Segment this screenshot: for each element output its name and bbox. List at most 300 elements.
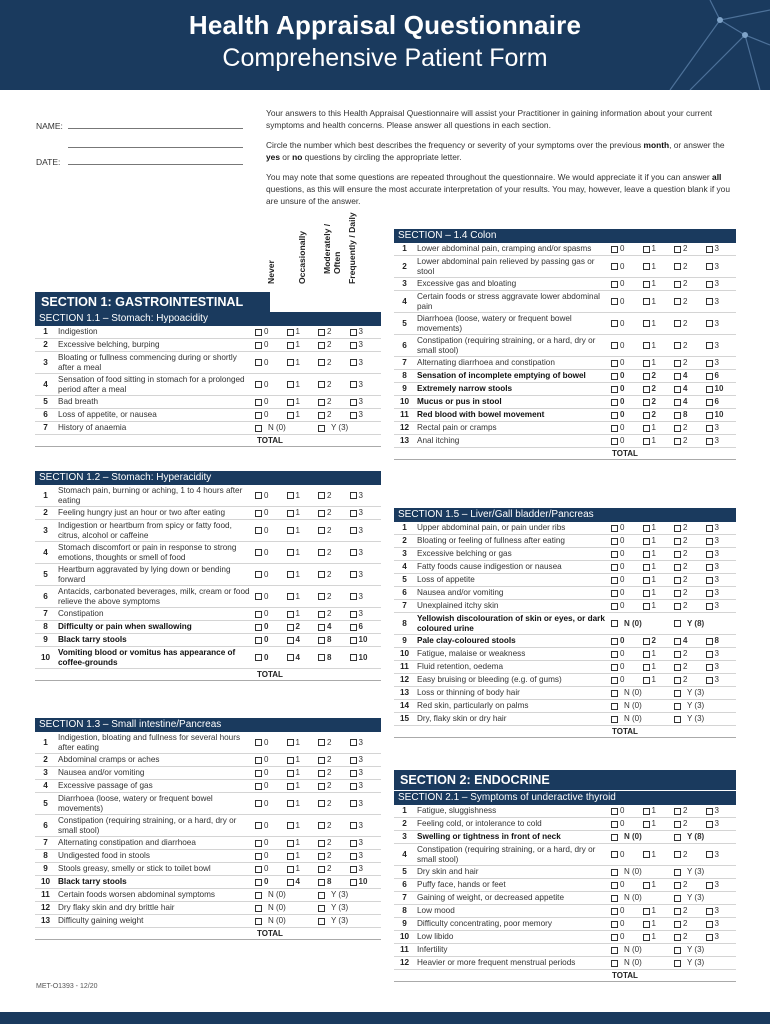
answer-option[interactable] [611,423,643,433]
answer-option[interactable] [287,592,319,602]
checkbox-icon[interactable] [318,654,325,661]
checkbox-icon[interactable] [706,246,713,253]
checkbox-icon[interactable] [611,960,618,967]
answer-option[interactable] [674,562,706,572]
checkbox-icon[interactable] [706,538,713,545]
answer-option[interactable] [706,371,738,381]
answer-option[interactable] [674,649,706,659]
checkbox-icon[interactable] [287,571,294,578]
checkbox-icon[interactable] [643,281,650,288]
checkbox-icon[interactable] [674,895,681,902]
checkbox-icon[interactable] [318,611,325,618]
answer-option[interactable] [350,491,382,501]
answer-option[interactable] [318,397,350,407]
checkbox-icon[interactable] [318,866,325,873]
answer-option[interactable] [255,635,287,645]
answer-option[interactable] [674,601,706,611]
checkbox-icon[interactable] [611,620,618,627]
answer-option[interactable] [318,851,350,861]
answer-option[interactable] [611,806,643,816]
answer-option[interactable] [611,319,643,329]
answer-option[interactable] [318,864,350,874]
checkbox-icon[interactable] [643,882,650,889]
checkbox-icon[interactable] [674,869,681,876]
checkbox-icon[interactable] [318,492,325,499]
checkbox-icon[interactable] [318,571,325,578]
answer-option[interactable] [287,851,319,861]
answer-option[interactable] [674,319,706,329]
answer-no[interactable] [611,945,674,955]
checkbox-icon[interactable] [643,564,650,571]
answer-option[interactable] [255,851,287,861]
answer-option[interactable] [643,436,675,446]
checkbox-icon[interactable] [350,412,357,419]
answer-option[interactable] [706,319,738,329]
checkbox-icon[interactable] [611,298,618,305]
checkbox-icon[interactable] [611,677,618,684]
checkbox-icon[interactable] [674,538,681,545]
checkbox-icon[interactable] [706,342,713,349]
checkbox-icon[interactable] [350,840,357,847]
checkbox-icon[interactable] [287,399,294,406]
answer-option[interactable] [287,821,319,831]
answer-option[interactable] [643,906,675,916]
checkbox-icon[interactable] [255,412,262,419]
checkbox-icon[interactable] [674,960,681,967]
answer-option[interactable] [643,397,675,407]
checkbox-icon[interactable] [643,590,650,597]
checkbox-icon[interactable] [706,399,713,406]
checkbox-icon[interactable] [255,571,262,578]
checkbox-icon[interactable] [255,381,262,388]
checkbox-icon[interactable] [643,821,650,828]
answer-option[interactable] [706,562,738,572]
checkbox-icon[interactable] [706,664,713,671]
checkbox-icon[interactable] [318,783,325,790]
answer-option[interactable] [318,410,350,420]
total-row[interactable] [35,435,381,447]
date-field[interactable] [68,155,243,165]
answer-option[interactable] [318,838,350,848]
answer-option[interactable] [674,371,706,381]
checkbox-icon[interactable] [674,551,681,558]
answer-option[interactable] [706,358,738,368]
checkbox-icon[interactable] [350,866,357,873]
checkbox-icon[interactable] [611,703,618,710]
answer-option[interactable] [287,410,319,420]
checkbox-icon[interactable] [350,770,357,777]
checkbox-icon[interactable] [643,908,650,915]
checkbox-icon[interactable] [643,263,650,270]
checkbox-icon[interactable] [643,808,650,815]
answer-option[interactable] [611,932,643,942]
answer-option[interactable] [706,880,738,890]
answer-option[interactable] [706,244,738,254]
answer-option[interactable] [318,508,350,518]
answer-option[interactable] [674,279,706,289]
checkbox-icon[interactable] [611,360,618,367]
checkbox-icon[interactable] [318,359,325,366]
answer-option[interactable] [611,244,643,254]
answer-yes[interactable] [674,832,737,842]
checkbox-icon[interactable] [350,853,357,860]
checkbox-icon[interactable] [350,757,357,764]
answer-option[interactable] [287,508,319,518]
answer-option[interactable] [611,649,643,659]
answer-option[interactable] [287,768,319,778]
checkbox-icon[interactable] [674,808,681,815]
answer-option[interactable] [643,423,675,433]
checkbox-icon[interactable] [706,638,713,645]
checkbox-icon[interactable] [287,492,294,499]
checkbox-icon[interactable] [611,908,618,915]
answer-option[interactable] [706,384,738,394]
answer-option[interactable] [643,662,675,672]
checkbox-icon[interactable] [674,603,681,610]
checkbox-icon[interactable] [643,551,650,558]
checkbox-icon[interactable] [287,593,294,600]
checkbox-icon[interactable] [318,840,325,847]
answer-option[interactable] [611,297,643,307]
answer-option[interactable] [643,523,675,533]
checkbox-icon[interactable] [287,342,294,349]
checkbox-icon[interactable] [255,822,262,829]
checkbox-icon[interactable] [287,510,294,517]
checkbox-icon[interactable] [611,834,618,841]
checkbox-icon[interactable] [350,510,357,517]
checkbox-icon[interactable] [706,651,713,658]
checkbox-icon[interactable] [674,412,681,419]
answer-option[interactable] [255,653,287,663]
answer-option[interactable] [287,864,319,874]
answer-option[interactable] [611,919,643,929]
checkbox-icon[interactable] [706,386,713,393]
checkbox-icon[interactable] [255,359,262,366]
answer-option[interactable] [350,609,382,619]
answer-option[interactable] [287,548,319,558]
answer-option[interactable] [674,423,706,433]
answer-option[interactable] [255,738,287,748]
checkbox-icon[interactable] [255,611,262,618]
answer-option[interactable] [611,397,643,407]
checkbox-icon[interactable] [674,386,681,393]
checkbox-icon[interactable] [674,425,681,432]
checkbox-icon[interactable] [350,822,357,829]
answer-option[interactable] [611,341,643,351]
answer-option[interactable] [611,549,643,559]
answer-option[interactable] [706,410,738,420]
answer-option[interactable] [674,244,706,254]
answer-option[interactable] [643,536,675,546]
answer-option[interactable] [611,523,643,533]
checkbox-icon[interactable] [706,677,713,684]
answer-option[interactable] [643,244,675,254]
checkbox-icon[interactable] [287,840,294,847]
answer-option[interactable] [350,851,382,861]
answer-option[interactable] [674,436,706,446]
checkbox-icon[interactable] [350,611,357,618]
answer-option[interactable] [350,508,382,518]
answer-option[interactable] [674,806,706,816]
checkbox-icon[interactable] [706,298,713,305]
checkbox-icon[interactable] [674,373,681,380]
checkbox-icon[interactable] [611,342,618,349]
answer-no[interactable] [255,890,318,900]
answer-option[interactable] [643,675,675,685]
checkbox-icon[interactable] [643,577,650,584]
answer-option[interactable] [611,384,643,394]
checkbox-icon[interactable] [674,564,681,571]
checkbox-icon[interactable] [255,783,262,790]
checkbox-icon[interactable] [706,425,713,432]
answer-no[interactable] [611,893,674,903]
answer-option[interactable] [287,622,319,632]
checkbox-icon[interactable] [255,399,262,406]
checkbox-icon[interactable] [706,320,713,327]
answer-no[interactable] [255,903,318,913]
answer-option[interactable] [255,877,287,887]
answer-option[interactable] [255,410,287,420]
checkbox-icon[interactable] [643,246,650,253]
checkbox-icon[interactable] [287,800,294,807]
answer-option[interactable] [287,491,319,501]
checkbox-icon[interactable] [350,879,357,886]
checkbox-icon[interactable] [318,770,325,777]
answer-option[interactable] [674,819,706,829]
checkbox-icon[interactable] [611,603,618,610]
checkbox-icon[interactable] [255,840,262,847]
checkbox-icon[interactable] [350,654,357,661]
checkbox-icon[interactable] [255,853,262,860]
answer-no[interactable] [611,688,674,698]
checkbox-icon[interactable] [643,525,650,532]
checkbox-icon[interactable] [706,281,713,288]
answer-option[interactable] [287,781,319,791]
checkbox-icon[interactable] [318,549,325,556]
answer-option[interactable] [318,821,350,831]
checkbox-icon[interactable] [674,525,681,532]
answer-no[interactable] [611,832,674,842]
checkbox-icon[interactable] [350,527,357,534]
answer-option[interactable] [706,806,738,816]
answer-option[interactable] [287,526,319,536]
checkbox-icon[interactable] [255,510,262,517]
checkbox-icon[interactable] [287,624,294,631]
answer-option[interactable] [643,410,675,420]
answer-option[interactable] [706,662,738,672]
answer-yes[interactable] [674,893,737,903]
checkbox-icon[interactable] [318,739,325,746]
checkbox-icon[interactable] [674,360,681,367]
answer-yes[interactable] [318,423,381,433]
checkbox-icon[interactable] [350,800,357,807]
answer-option[interactable] [643,384,675,394]
answer-option[interactable] [287,635,319,645]
checkbox-icon[interactable] [643,425,650,432]
checkbox-icon[interactable] [287,853,294,860]
answer-option[interactable] [643,588,675,598]
name-field[interactable] [68,119,243,129]
answer-option[interactable] [706,341,738,351]
checkbox-icon[interactable] [611,664,618,671]
answer-no[interactable] [255,916,318,926]
answer-option[interactable] [350,635,382,645]
answer-option[interactable] [674,262,706,272]
checkbox-icon[interactable] [287,359,294,366]
checkbox-icon[interactable] [287,757,294,764]
answer-option[interactable] [674,919,706,929]
answer-option[interactable] [611,588,643,598]
answer-option[interactable] [255,799,287,809]
checkbox-icon[interactable] [255,739,262,746]
answer-option[interactable] [255,508,287,518]
checkbox-icon[interactable] [287,412,294,419]
total-row[interactable] [394,448,736,460]
answer-option[interactable] [611,562,643,572]
answer-option[interactable] [255,838,287,848]
checkbox-icon[interactable] [643,934,650,941]
answer-option[interactable] [287,570,319,580]
answer-option[interactable] [706,588,738,598]
checkbox-icon[interactable] [611,577,618,584]
checkbox-icon[interactable] [350,637,357,644]
checkbox-icon[interactable] [318,399,325,406]
checkbox-icon[interactable] [255,800,262,807]
checkbox-icon[interactable] [318,879,325,886]
answer-option[interactable] [611,410,643,420]
checkbox-icon[interactable] [611,373,618,380]
checkbox-icon[interactable] [643,412,650,419]
checkbox-icon[interactable] [706,412,713,419]
answer-option[interactable] [674,575,706,585]
answer-no[interactable] [611,714,674,724]
answer-option[interactable] [674,662,706,672]
checkbox-icon[interactable] [643,342,650,349]
checkbox-icon[interactable] [350,399,357,406]
checkbox-icon[interactable] [318,757,325,764]
checkbox-icon[interactable] [674,246,681,253]
answer-option[interactable] [706,262,738,272]
answer-option[interactable] [350,755,382,765]
answer-option[interactable] [674,536,706,546]
answer-option[interactable] [611,601,643,611]
checkbox-icon[interactable] [287,637,294,644]
checkbox-icon[interactable] [706,851,713,858]
checkbox-icon[interactable] [611,525,618,532]
answer-option[interactable] [318,592,350,602]
answer-option[interactable] [350,570,382,580]
checkbox-icon[interactable] [318,822,325,829]
answer-option[interactable] [643,880,675,890]
answer-option[interactable] [674,297,706,307]
answer-option[interactable] [643,319,675,329]
answer-option[interactable] [706,601,738,611]
answer-option[interactable] [255,570,287,580]
checkbox-icon[interactable] [611,821,618,828]
checkbox-icon[interactable] [643,386,650,393]
checkbox-icon[interactable] [611,638,618,645]
checkbox-icon[interactable] [643,851,650,858]
checkbox-icon[interactable] [287,866,294,873]
checkbox-icon[interactable] [643,298,650,305]
answer-option[interactable] [255,397,287,407]
checkbox-icon[interactable] [674,851,681,858]
checkbox-icon[interactable] [706,577,713,584]
answer-option[interactable] [255,380,287,390]
answer-option[interactable] [350,768,382,778]
answer-yes[interactable] [318,903,381,913]
checkbox-icon[interactable] [674,716,681,723]
answer-option[interactable] [318,755,350,765]
answer-option[interactable] [350,864,382,874]
checkbox-icon[interactable] [255,757,262,764]
checkbox-icon[interactable] [643,438,650,445]
checkbox-icon[interactable] [643,320,650,327]
answer-option[interactable] [350,799,382,809]
checkbox-icon[interactable] [350,593,357,600]
checkbox-icon[interactable] [674,263,681,270]
answer-option[interactable] [350,592,382,602]
answer-option[interactable] [706,636,738,646]
checkbox-icon[interactable] [318,637,325,644]
answer-option[interactable] [611,880,643,890]
answer-option[interactable] [255,491,287,501]
checkbox-icon[interactable] [611,590,618,597]
checkbox-icon[interactable] [611,320,618,327]
answer-yes[interactable] [318,916,381,926]
checkbox-icon[interactable] [318,905,325,912]
answer-option[interactable] [318,653,350,663]
checkbox-icon[interactable] [674,664,681,671]
checkbox-icon[interactable] [674,947,681,954]
checkbox-icon[interactable] [287,381,294,388]
answer-option[interactable] [674,358,706,368]
answer-yes[interactable] [674,701,737,711]
answer-no[interactable] [255,423,318,433]
checkbox-icon[interactable] [255,918,262,925]
answer-yes[interactable] [674,688,737,698]
checkbox-icon[interactable] [674,590,681,597]
answer-option[interactable] [643,297,675,307]
answer-option[interactable] [350,838,382,848]
answer-option[interactable] [318,548,350,558]
answer-option[interactable] [706,536,738,546]
checkbox-icon[interactable] [350,329,357,336]
answer-option[interactable] [318,526,350,536]
checkbox-icon[interactable] [350,739,357,746]
checkbox-icon[interactable] [674,934,681,941]
checkbox-icon[interactable] [706,360,713,367]
answer-option[interactable] [611,819,643,829]
answer-option[interactable] [706,919,738,929]
answer-option[interactable] [255,358,287,368]
answer-yes[interactable] [674,867,737,877]
answer-option[interactable] [706,297,738,307]
answer-option[interactable] [287,877,319,887]
answer-option[interactable] [287,653,319,663]
checkbox-icon[interactable] [287,329,294,336]
checkbox-icon[interactable] [611,281,618,288]
checkbox-icon[interactable] [287,770,294,777]
answer-option[interactable] [643,562,675,572]
answer-option[interactable] [611,358,643,368]
checkbox-icon[interactable] [674,651,681,658]
answer-option[interactable] [674,850,706,860]
answer-option[interactable] [643,279,675,289]
checkbox-icon[interactable] [318,381,325,388]
total-row[interactable] [394,970,736,982]
checkbox-icon[interactable] [611,851,618,858]
